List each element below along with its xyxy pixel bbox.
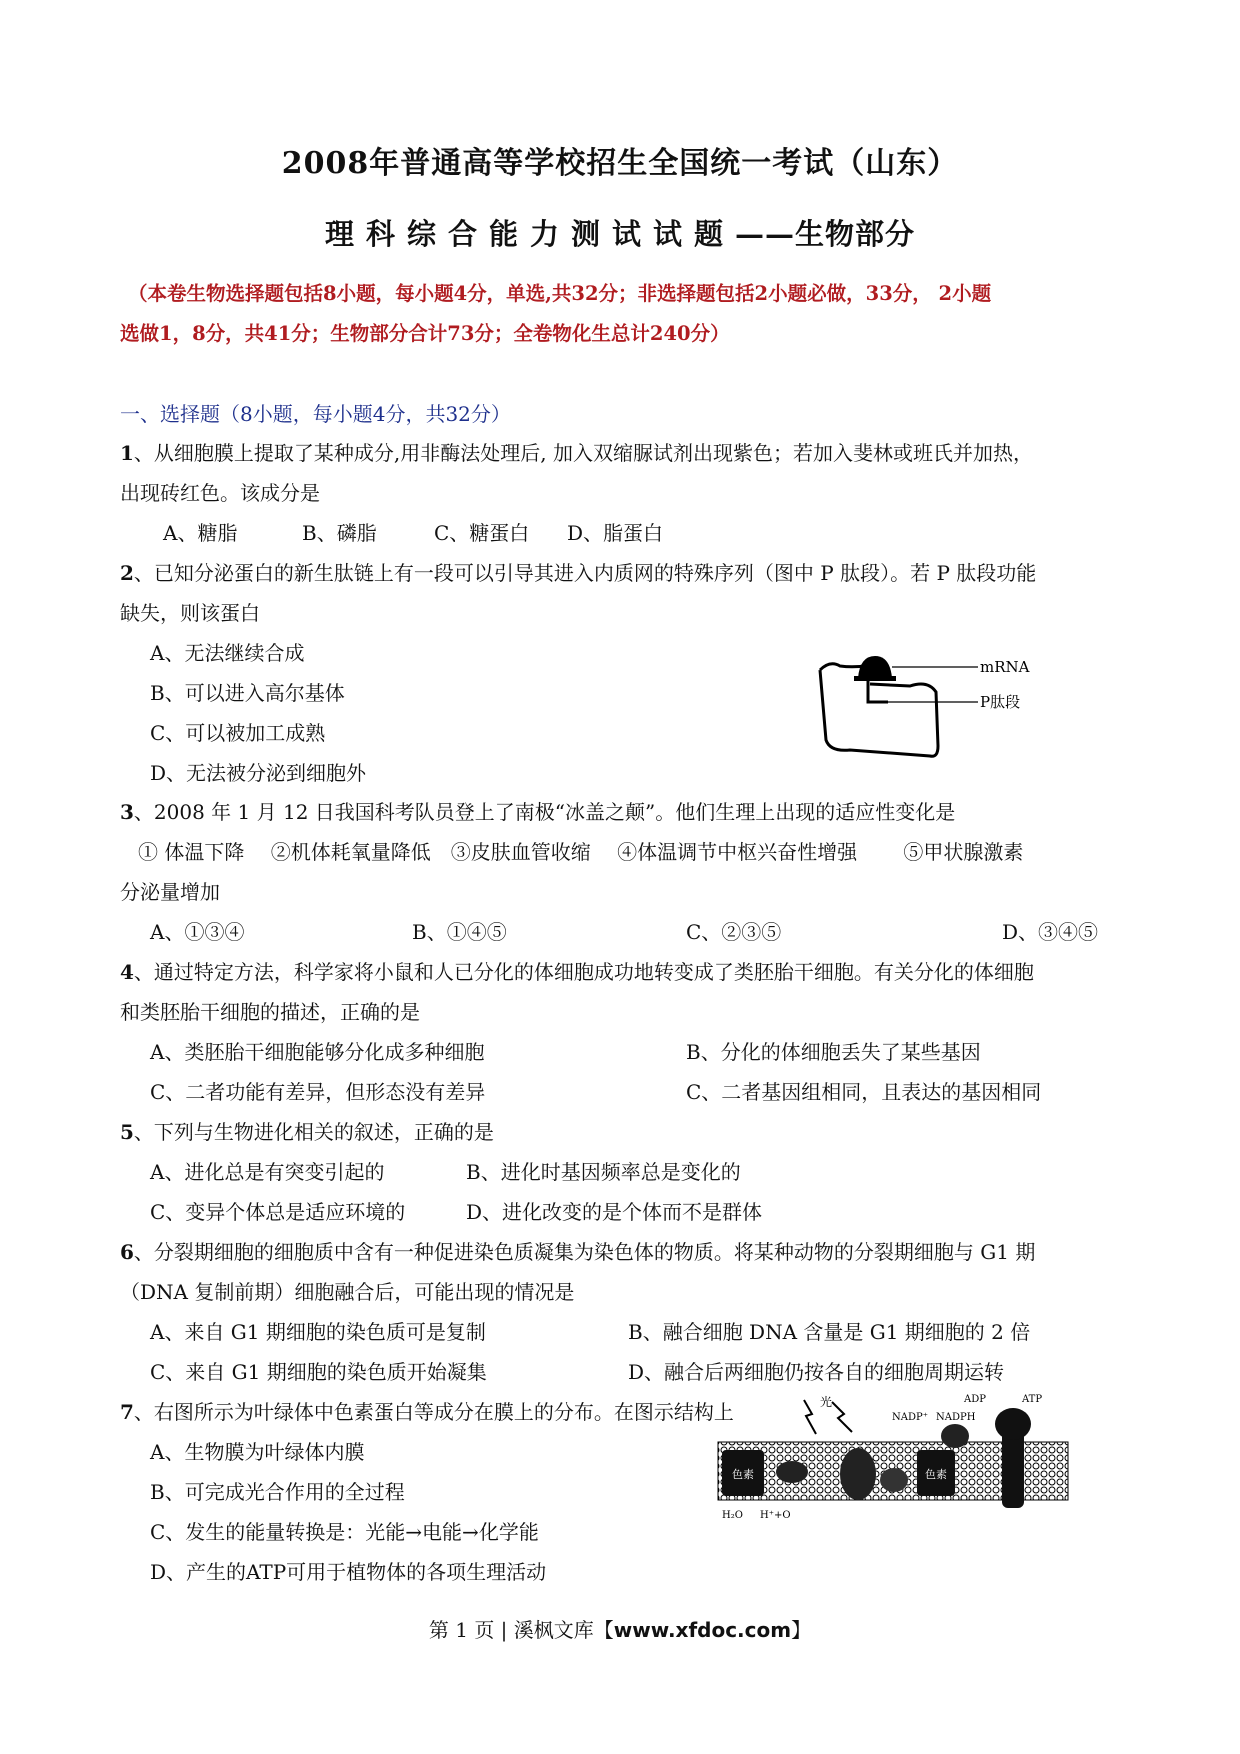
q1-option-c: C、糖蛋白 [434,521,530,545]
q5-option-c: C、变异个体总是适应环境的 [150,1200,406,1224]
footer-end: 】 [791,1618,812,1642]
q7-option-c: C、发生的能量转换是：光能→电能→化学能 [150,1520,539,1544]
q1-option-b: B、磷脂 [302,521,377,545]
q4-option-a: A、类胚胎干细胞能够分化成多种细胞 [150,1040,485,1064]
q2-number: 2 [120,561,134,585]
footer-site-link[interactable]: www.xfdoc.com [613,1618,792,1642]
q4-option-c: C、二者功能有差异，但形态没有差异 [150,1080,486,1104]
p-peptide-label: P肽段 [980,693,1021,711]
q3-items-cont: 分泌量增加 [120,880,220,904]
thylakoid-membrane-diagram [712,1390,1072,1530]
q5-number: 5 [120,1120,134,1144]
exam-title: 2008年普通高等学校招生全国统一考试（山东） [281,146,959,181]
nadp-label: NADP⁺ [892,1412,928,1423]
q7-option-a: A、生物膜为叶绿体内膜 [150,1440,365,1464]
q3-number: 3 [120,800,134,824]
subtitle-main: 理科综合能力测试试题 [324,217,735,251]
light-label: 光 [820,1395,833,1409]
q2-stem-text: 、已知分泌蛋白的新生肽链上有一段可以引导其进入内质网的特殊序列（图中 P 肽段）。若 P 肽段功能 [133,561,1037,585]
q4-stem [120,957,1034,987]
q5-option-d: D、进化改变的是个体而不是群体 [466,1200,763,1224]
pigment-label-2: 色素 [925,1468,947,1481]
q6-option-a: A、来自 G1 期细胞的染色质可是复制 [150,1320,486,1344]
q1-stem-text: 、从细胞膜上提取了某种成分,用非酶法处理后, 加入双缩脲试剂出现紫色；若加入斐林或班氏并加热， [133,441,1033,465]
q1-number: 1 [120,441,134,465]
q5-option-a: A、进化总是有突变引起的 [150,1160,385,1184]
exam-note-line2: 选做1，8分，共41分；生物部分合计73分；全卷物化生总计240分） [120,322,730,345]
q4-option-d: C、二者基因组相同，且表达的基因相同 [686,1080,1042,1104]
footer-page: 第 1 页 | 溪枫文库【 [428,1618,614,1642]
adp-label: ADP [964,1394,986,1405]
q3-stem-text: 、2008 年 1 月 12 日我国科考队员登上了南极“冰盖之颠”。他们生理上出现的适应性变化是 [133,800,956,824]
subtitle-suffix: ——生物部分 [735,217,916,251]
q6-option-c: C、来自 G1 期细胞的染色质开始凝集 [150,1360,487,1384]
q3-option-c: C、②③⑤ [686,920,782,944]
q1-option-d: D、脂蛋白 [567,521,664,545]
q2-option-b: B、可以进入高尔基体 [150,681,345,705]
q6-option-b: B、融合细胞 DNA 含量是 G1 期细胞的 2 倍 [628,1320,1031,1344]
q2-option-d: D、无法被分泌到细胞外 [150,761,367,785]
q4-option-b: B、分化的体细胞丢失了某些基因 [686,1040,981,1064]
q3-option-b: B、①④⑤ [412,920,507,944]
nadph-label: NADPH [936,1412,976,1423]
q2-option-a: A、无法继续合成 [150,641,305,665]
q7-option-b: B、可完成光合作用的全过程 [150,1480,405,1504]
q4-number: 4 [120,960,134,984]
atp-label: ATP [1022,1394,1043,1405]
q1-option-a: A、糖脂 [163,521,238,545]
q3-items: ① 体温下降 ②机体耗氧量降低 ③皮肤血管收缩 ④体温调节中枢兴奋性增强 ⑤甲状腺激素 [138,840,1024,864]
q4-stem-text: 、通过特定方法，科学家将小鼠和人已分化的体细胞成功地转变成了类胚胎干细胞。有关分化的体细胞 [133,960,1034,984]
mrna-label: mRNA [980,658,1030,676]
q5-stem-text: 、下列与生物进化相关的叙述，正确的是 [133,1120,494,1144]
q1-stem-cont: 出现砖红色。该成分是 [120,481,320,505]
q2-option-c: C、可以被加工成熟 [150,721,326,745]
q6-option-d: D、融合后两细胞仍按各自的细胞周期运转 [628,1360,1005,1384]
q3-option-d: D、③④⑤ [1002,920,1099,944]
q6-stem-cont: （DNA 复制前期）细胞融合后，可能出现的情况是 [120,1280,575,1304]
q3-option-a: A、①③④ [150,920,245,944]
page-footer [0,1614,1240,1643]
q7-number: 7 [120,1400,134,1424]
q7-stem [120,1397,734,1427]
q6-stem-text: 、分裂期细胞的细胞质中含有一种促进染色质凝集为染色体的物质。将某种动物的分裂期细胞与 G1 期 [133,1240,1036,1264]
water-label: H₂O [722,1510,743,1521]
q4-stem-cont: 和类胚胎干细胞的描述，正确的是 [120,1000,420,1024]
pigment-label-1: 色素 [732,1468,754,1481]
section-heading: 一、选择题（8小题，每小题4分，共32分） [120,402,511,426]
q6-number: 6 [120,1240,134,1264]
q2-stem-cont: 缺失，则该蛋白 [120,601,260,625]
exam-subtitle [0,212,1240,253]
q7-option-d: D、产生的ATP可用于植物体的各项生理活动 [150,1560,547,1584]
q2-stem [120,558,1036,588]
q3-stem [120,797,955,827]
q6-stem [120,1237,1035,1267]
proton-label: H⁺+O [760,1510,791,1521]
q5-stem [120,1117,494,1147]
q7-stem-text: 、右图所示为叶绿体中色素蛋白等成分在膜上的分布。在图示结构上 [133,1400,734,1424]
p-peptide-diagram [810,640,1080,765]
q5-option-b: B、进化时基因频率总是变化的 [466,1160,741,1184]
exam-note-line1: （本卷生物选择题包括8小题，每小题4分，单选,共32分；非选择题包括2小题必做，33分， 2小题 [128,282,992,305]
q1-stem [120,438,1033,468]
